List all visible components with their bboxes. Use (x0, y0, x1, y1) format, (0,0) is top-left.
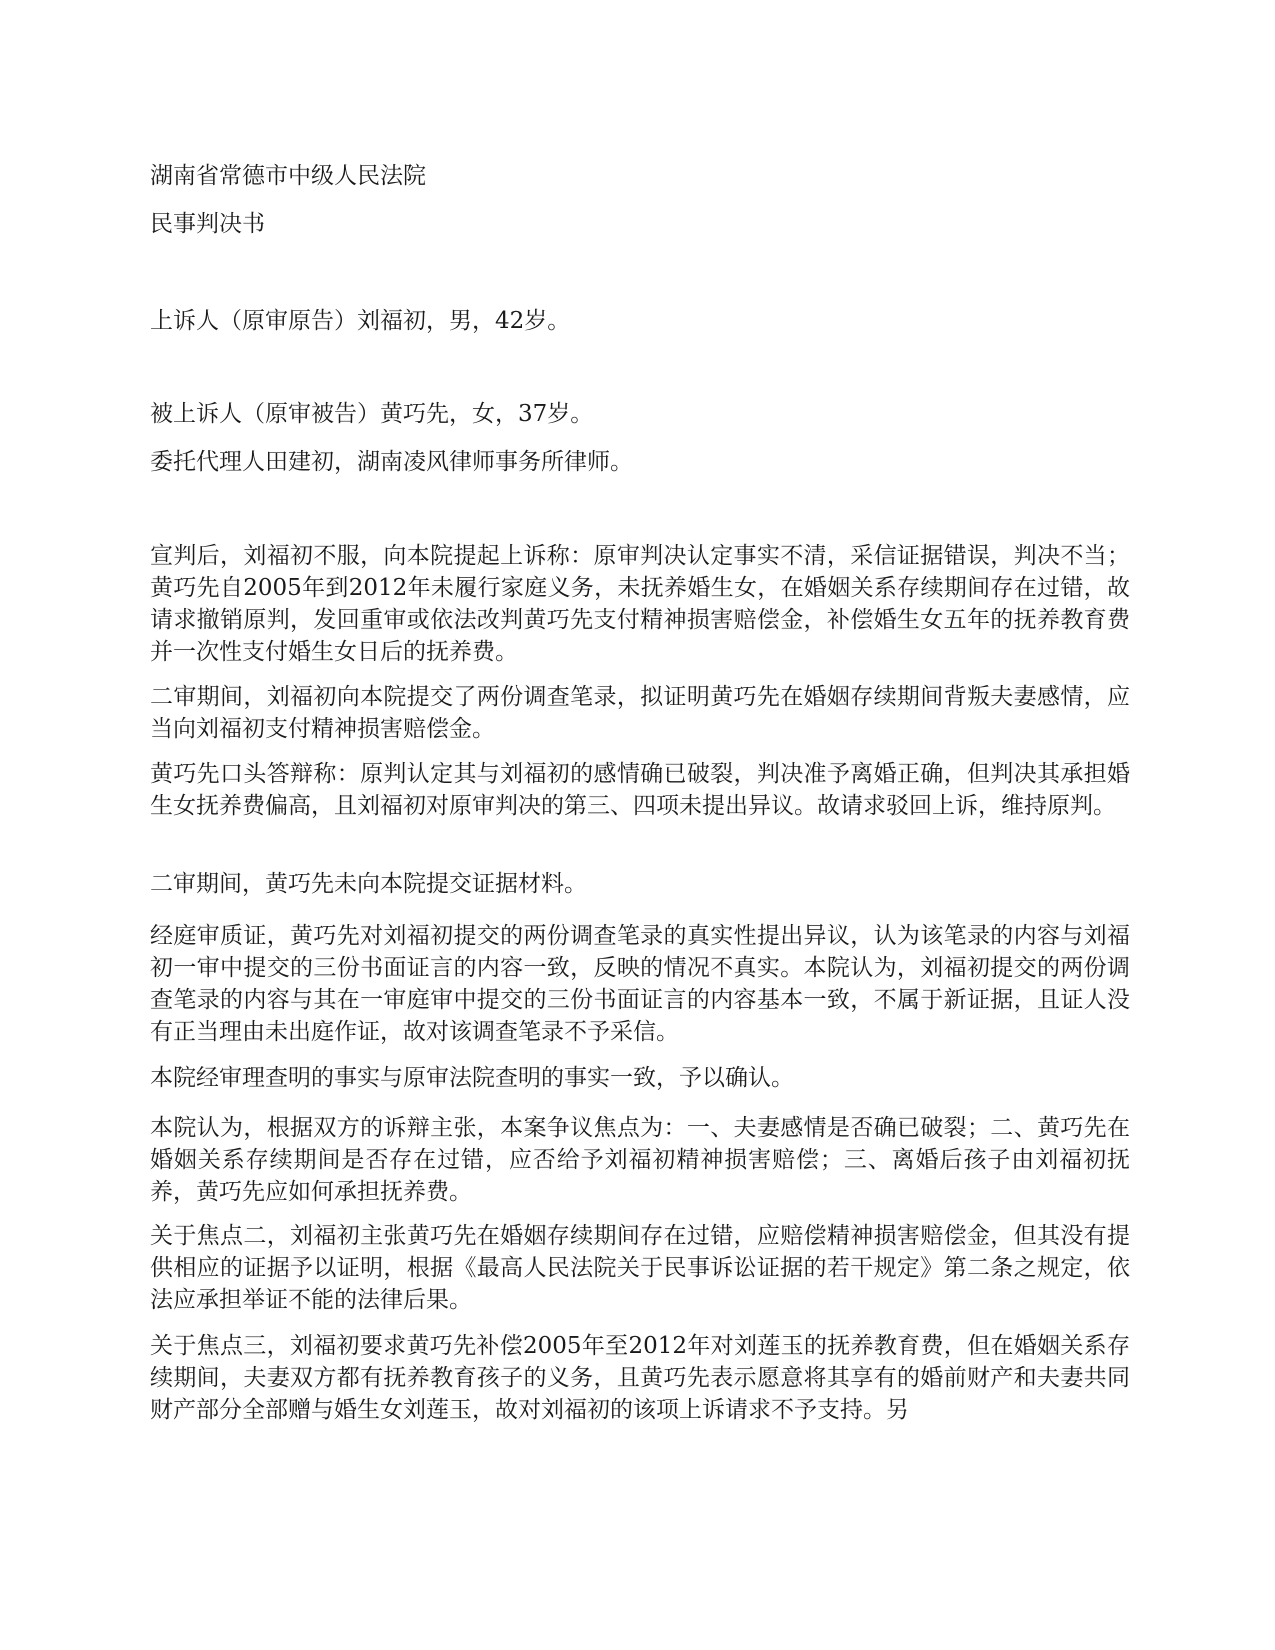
paragraph-dispute-focus: 本院认为，根据双方的诉辩主张，本案争议焦点为：一、夫妻感情是否确已破裂；二、黄巧先在婚姻关系存续期间是否存在过错，应否给予刘福初精神损害赔偿；三、离婚后孩子由刘福初抚养，黄巧先应如何承担抚养费。 (150, 1115, 1130, 1205)
paragraph-appellee-defense: 黄巧先口头答辩称：原判认定其与刘福初的感情确已破裂，判决准予离婚正确，但判决其承担婚生女抚养费偏高，且刘福初对原审判决的第三、四项未提出异议。故请求驳回上诉，维持原判。 (150, 761, 1130, 819)
paragraph-cross-examination: 经庭审质证，黄巧先对刘福初提交的两份调查笔录的真实性提出异议，认为该笔录的内容与刘福初一审中提交的三份书面证言的内容一致，反映的情况不真实。本院认为，刘福初提交的两份调查笔录的内容与其在一审庭审中提交的三份书面证言的内容基本一致，不属于新证据，且证人没有正当理由未出庭作证，故对该调查笔录不予采信。 (150, 923, 1130, 1045)
paragraph-appeal-claim: 宣判后，刘福初不服，向本院提起上诉称：原审判决认定事实不清，采信证据错误，判决不当；黄巧先自2005年到2012年未履行家庭义务，未抚养婚生女，在婚姻关系存续期间存在过错，故请求撤销原判，发回重审或依法改判黄巧先支付精神损害赔偿金，补偿婚生女五年的抚养教育费并一次性支付婚生女日后的抚养费。 (150, 543, 1130, 665)
appellee-info: 被上诉人（原审被告）黄巧先，女，37岁。 (150, 401, 594, 427)
paragraph-facts-confirmed: 本院经审理查明的事实与原审法院查明的事实一致，予以确认。 (150, 1065, 794, 1091)
paragraph-appellant-evidence: 二审期间，刘福初向本院提交了两份调查笔录，拟证明黄巧先在婚姻存续期间背叛夫妻感情，应当向刘福初支付精神损害赔偿金。 (150, 684, 1130, 742)
paragraph-appellee-evidence: 二审期间，黄巧先未向本院提交证据材料。 (150, 871, 587, 897)
appellant-info: 上诉人（原审原告）刘福初，男，42岁。 (150, 308, 571, 334)
agent-info: 委托代理人田建初，湖南凌风律师事务所律师。 (150, 449, 633, 475)
court-name: 湖南省常德市中级人民法院 (150, 163, 426, 189)
document-type: 民事判决书 (150, 211, 265, 237)
paragraph-focus-two: 关于焦点二，刘福初主张黄巧先在婚姻存续期间存在过错，应赔偿精神损害赔偿金，但其没有提供相应的证据予以证明，根据《最高人民法院关于民事诉讼证据的若干规定》第二条之规定，依法应承担举证不能的法律后果。 (150, 1223, 1130, 1313)
paragraph-focus-three: 关于焦点三，刘福初要求黄巧先补偿2005年至2012年对刘莲玉的抚养教育费，但在婚姻关系存续期间，夫妻双方都有抚养教育孩子的义务，且黄巧先表示愿意将其享有的婚前财产和夫妻共同财产部分全部赠与婚生女刘莲玉，故对刘福初的该项上诉请求不予支持。另 (150, 1333, 1130, 1423)
